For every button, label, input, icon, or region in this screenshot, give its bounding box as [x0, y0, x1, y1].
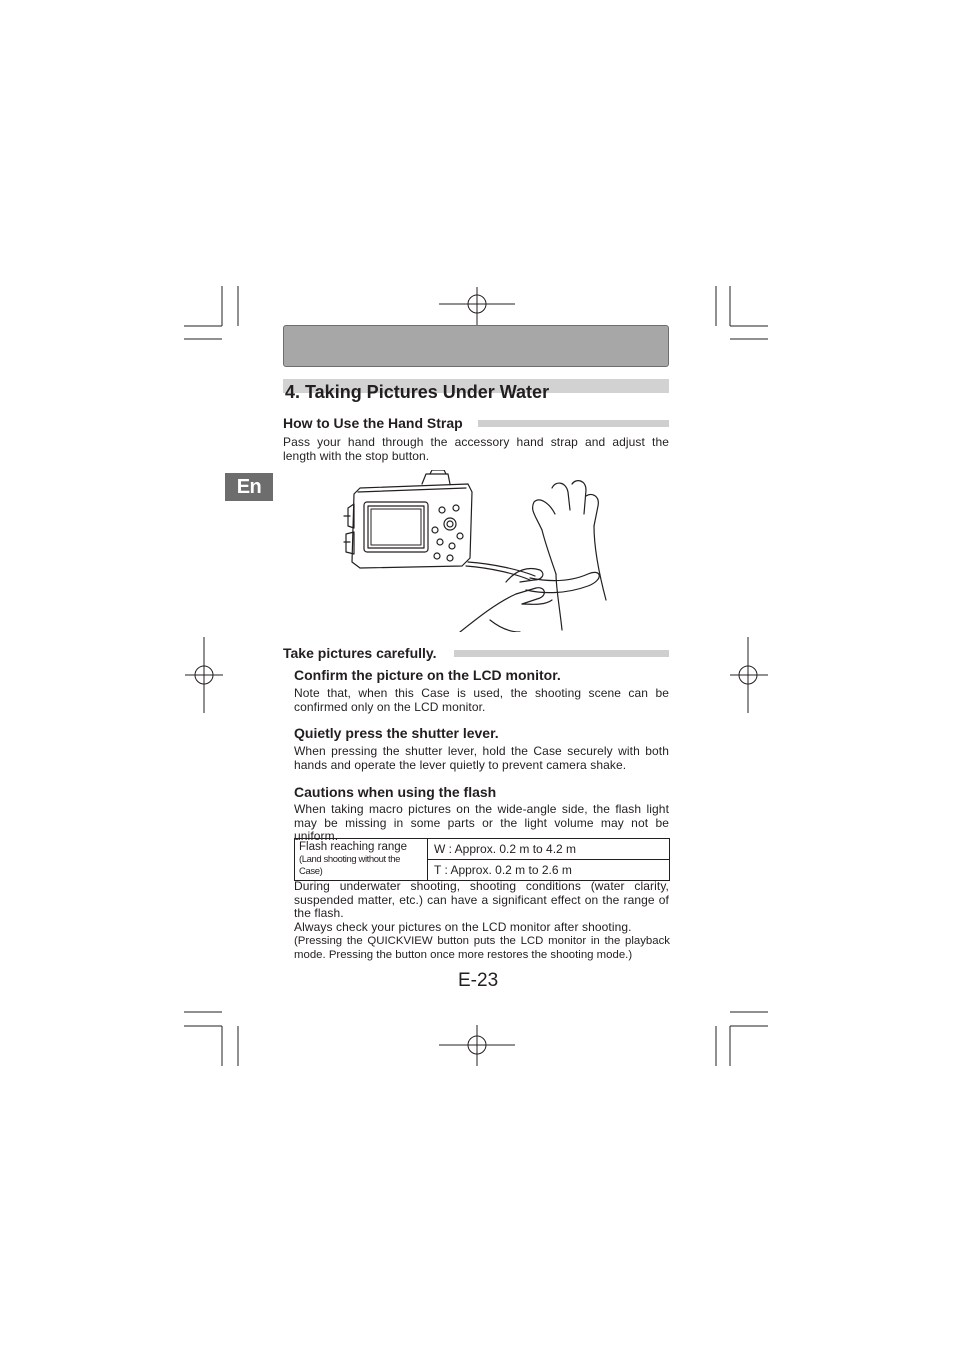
- hand-strap-heading: How to Use the Hand Strap: [283, 415, 463, 431]
- check-lcd-text: Always check your pictures on the LCD monitor after shooting.: [294, 920, 632, 934]
- flash-cautions-text: When taking macro pictures on the wide-angle side, the flash light may be missing in some parts or the light volume may not be uniform.: [294, 802, 669, 843]
- flash-label-cell: [295, 839, 428, 881]
- take-pictures-heading: Take pictures carefully.: [283, 645, 437, 661]
- underwater-conditions-text: During underwater shooting, shooting conditions (water clarity, suspended matter, etc.) can have a significant effect on the range of the flash.: [294, 879, 669, 920]
- lcd-confirm-heading: Confirm the picture on the LCD monitor.: [294, 667, 561, 683]
- shutter-heading: Quietly press the shutter lever.: [294, 725, 499, 741]
- flash-range-note: (Land shooting without the Case): [299, 854, 401, 877]
- lcd-confirm-text: Note that, when this Case is used, the shooting scene can be confirmed only on the LCD monitor.: [294, 686, 669, 714]
- shutter-text: When pressing the shutter lever, hold the Case securely with both hands and operate the lever quietly to prevent camera shake.: [294, 744, 669, 772]
- section-title: 4. Taking Pictures Under Water: [285, 382, 550, 402]
- page-number: E-23: [458, 970, 499, 991]
- hand-strap-illustration: [330, 470, 610, 632]
- quickview-note: (Pressing the QUICKVIEW button puts the LCD monitor in the playback mode. Pressing the button once more restores the shooting mode.): [294, 935, 670, 961]
- header-banner: [283, 325, 669, 367]
- hand-strap-text: Pass your hand through the accessory hand strap and adjust the length with the stop button.: [283, 435, 669, 463]
- flash-range-table: [294, 838, 670, 881]
- table-row: [295, 839, 670, 860]
- flash-cautions-heading: Cautions when using the flash: [294, 784, 497, 800]
- heading-rule: [454, 650, 669, 657]
- flash-wide-cell: W : Approx. 0.2 m to 4.2 m: [428, 839, 670, 860]
- heading-rule: [478, 420, 669, 427]
- flash-tele-cell: T : Approx. 0.2 m to 2.6 m: [428, 860, 670, 881]
- language-tab: En: [225, 473, 273, 501]
- flash-range-label: Flash reaching range: [299, 841, 408, 853]
